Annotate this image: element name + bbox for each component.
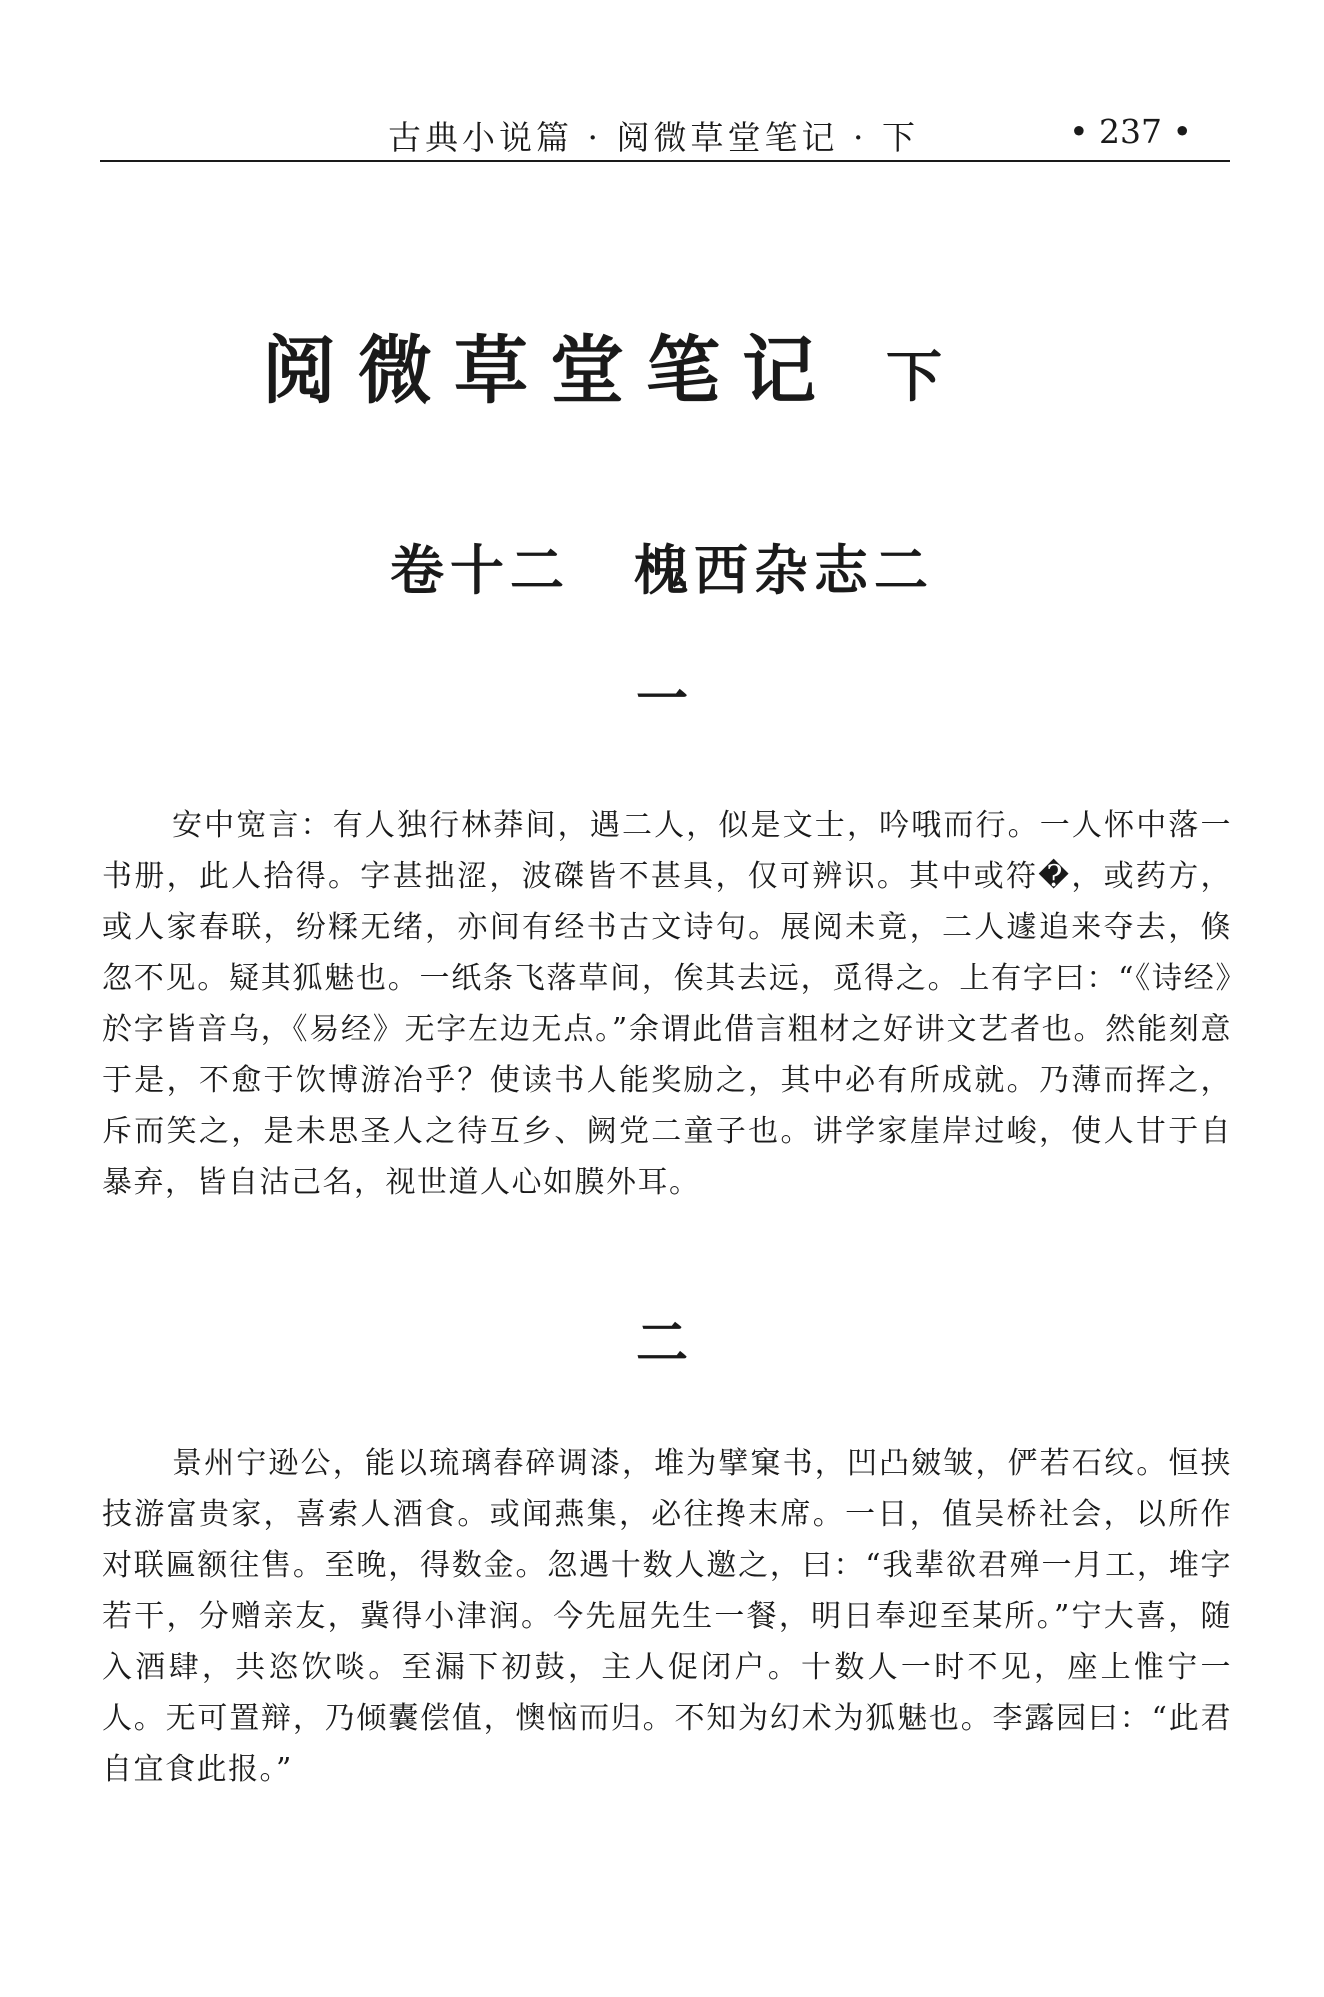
running-title: 古典小说篇 · 阅微草堂笔记 · 下	[388, 118, 919, 157]
section-number: 一	[635, 670, 688, 730]
running-header	[100, 108, 1230, 162]
chapter-title	[0, 528, 1324, 605]
chapter-number: 卷十二	[390, 539, 570, 602]
section-paragraph: 安中宽言：有人独行林莽间，遇二人，似是文士，吟哦而行。一人怀中落一书册，此人拾得。字甚拙涩，波磔皆不甚具，仅可辨识。其中或符�，或药方，或人家春联，纷糅无绪，亦间有经书古文诗句。展阅未竟，二人遽追来夺去，倏忽不见。疑其狐魅也。一纸条飞落草间，俟其去远，觅得之。上有字曰：“《诗经》於字皆音乌，《易经》无字左边无点。”余谓此借言粗材之好讲文艺者也。然能刻意于是，不愈于饮博游冶乎？使读书人能奖励之，其中必有所成就。乃薄而挥之，斥而笑之，是未思圣人之待互乡、阙党二童子也。讲学家崖岸过峻，使人甘于自暴弃，皆自沽己名，视世道人心如膜外耳。	[102, 808, 1232, 1200]
book-title	[262, 312, 964, 418]
page-number: • 237 •	[1069, 112, 1192, 151]
book-title-volume: 下	[886, 344, 964, 410]
chapter-name: 槐西杂志二	[634, 539, 934, 602]
section-number: 二	[635, 1314, 688, 1374]
book-title-main: 阅微草堂笔记	[262, 328, 838, 414]
section-paragraph: 景州宁逊公，能以琉璃舂碎调漆，堆为擘窠书，凹凸皴皱，俨若石纹。恒挟技游富贵家，喜索人酒食。或闻燕集，必往搀末席。一日，值吴桥社会，以所作对联匾额往售。至晚，得数金。忽遇十数人邀之，曰：“我辈欲君殚一月工，堆字若干，分赠亲友，冀得小津润。今先屈先生一餐，明日奉迎至某所。”宁大喜，随入酒肆，共恣饮啖。至漏下初鼓，主人促闭户。十数人一时不见，座上惟宁一人。无可置辩，乃倾囊偿值，懊恼而归。不知为幻术为狐魅也。李露园曰：“此君自宜食此报。”	[102, 1446, 1232, 1787]
